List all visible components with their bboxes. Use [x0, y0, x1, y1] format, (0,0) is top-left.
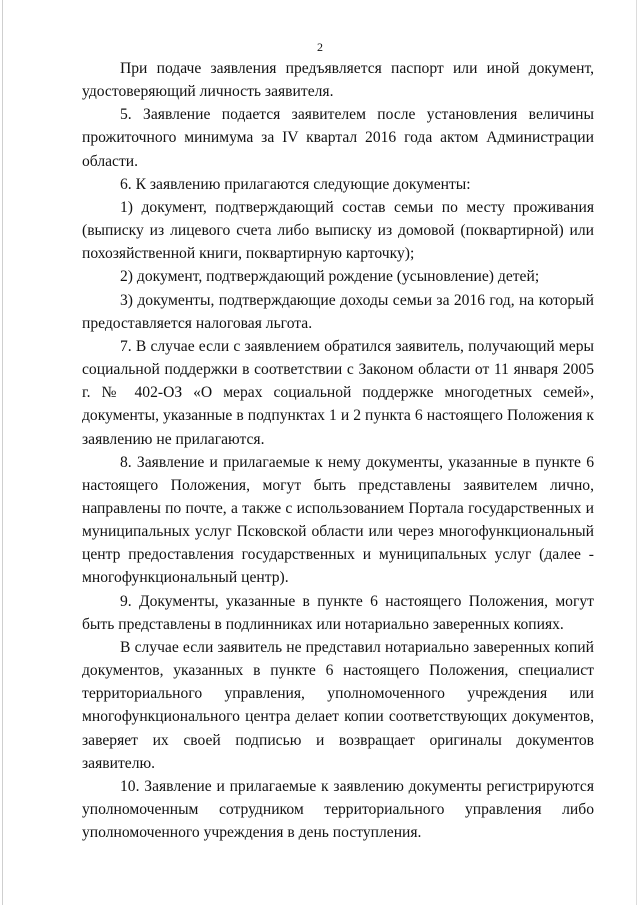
paragraph-item-6: 6. К заявлению прилагаются следующие документы: — [120, 175, 471, 193]
paragraph-passport-requirement: При подаче заявления предъявляется паспорт или иной документ, удостоверяющий личность заявителя. — [82, 60, 594, 101]
paragraph-item-9: 9. Документы, указанные в пункте 6 настоящего Положения, могут быть представлены в подлинниках или нотариально заверенных копиях. — [82, 592, 594, 633]
scan-edge-right — [636, 0, 637, 905]
paragraph-item-5: 5. Заявление подается заявителем после установления величины прожиточного минимума за IV квартал 2016 года актом Администрации области. — [82, 106, 594, 170]
paragraph-copies: В случае если заявитель не представил нотариально заверенных копий документов, указанных в пункте 6 настоящего Положения, специалист территориального управления, уполномоченного учреждения или многофункционального центра делает копии соответствующих документов, заверяет их своей подписью и возвращает оригиналы документов заявителю. — [82, 638, 594, 772]
paragraph-item-10: 10. Заявление и прилагаемые к заявлению документы регистрируются уполномоченным сотрудником территориального управления либо уполномоченного учреждения в день поступления. — [82, 777, 594, 842]
page-number: 2 — [317, 40, 323, 54]
paragraph-subitem-3: 3) документы, подтверждающие доходы семьи за 2016 год, на который предоставляется налоговая льгота. — [82, 291, 594, 332]
paragraph-item-8: 8. Заявление и прилагаемые к нему документы, указанные в пункте 6 настоящего Положения, могут быть представлены заявителем лично, направлены по почте, а также с использованием Портала государственных и муниципальных услуг Псковской области или через многофункциональный центр предоставления государственных и муниципальных услуг (далее - многофункциональный центр). — [82, 453, 594, 587]
paragraph-item-7: 7. В случае если с заявлением обратился заявитель, получающий меры социальной поддержки в соответствии с Законом области от 11 января 2005 г. № 402-ОЗ «О мерах социальной поддержке многодетных семей», документы, указанные в подпунктах 1 и 2 пункта 6 настоящего Положения к заявлению не прилагаются. — [82, 337, 594, 448]
document-body — [82, 57, 594, 844]
paragraph-subitem-1: 1) документ, подтверждающий состав семьи по месту проживания (выписку из лицевого счета либо выписку из домовой (поквартирной) или похозяйственной книги, поквартирную карточку); — [82, 198, 594, 263]
paragraph-subitem-2: 2) документ, подтверждающий рождение (усыновление) детей; — [120, 268, 540, 286]
scan-edge-left — [2, 0, 3, 905]
